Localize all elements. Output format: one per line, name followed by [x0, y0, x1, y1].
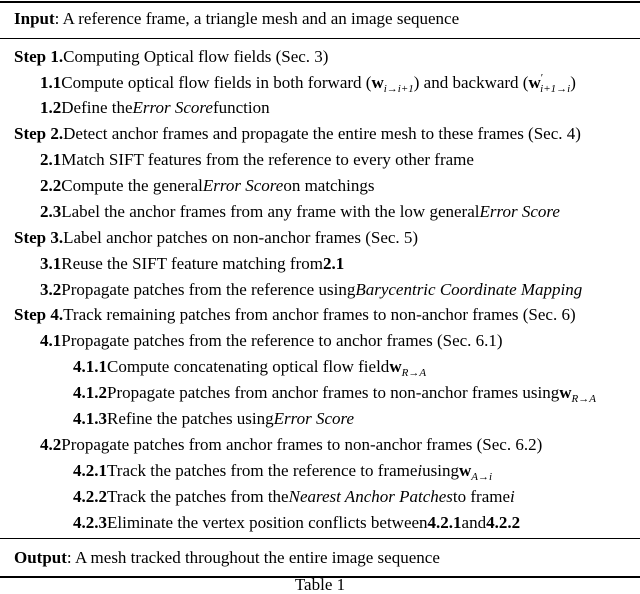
step-3-1-text: Reuse the SIFT feature matching from	[61, 254, 323, 273]
step-4-2-3	[0, 512, 640, 534]
step-2	[0, 123, 640, 145]
step-4-2-2-mid: to frame	[452, 487, 511, 506]
step-2-2	[0, 175, 640, 197]
step-2-1	[0, 149, 640, 171]
step-4	[0, 304, 640, 326]
backward-flow-symbol: $w'_{i+1\to i}$	[528, 72, 571, 95]
step-4-2-1-mid: using	[422, 461, 459, 480]
step-2-1-text: Match SIFT features from the reference to every other frame	[61, 150, 474, 169]
step-4-1-3-text: Refine the patches using	[107, 409, 274, 428]
step-4-1-2-num: 4.1.2	[73, 383, 107, 402]
output-text: : A mesh tracked throughout the entire image sequence	[66, 548, 440, 567]
step-1-1-num: 1.1	[40, 73, 62, 92]
step-2-text: Detect anchor frames and propagate the entire mesh to these frames (Sec. 4)	[63, 124, 581, 143]
step-3-1-num: 3.1	[40, 254, 62, 273]
step-4-1	[0, 330, 640, 352]
step-4-1-3-em: Error Score	[273, 409, 355, 428]
step-1-2-text: Define the	[61, 98, 133, 117]
output-line	[0, 547, 640, 569]
step-4-2-2-em: Nearest Anchor Patches	[288, 487, 453, 506]
step-1-text: Computing Optical flow fields (Sec. 3)	[63, 47, 329, 66]
step-4-2-1	[0, 460, 640, 482]
step-3-2	[0, 279, 640, 301]
step-4-2-num: 4.2	[40, 435, 62, 454]
output-label: Output	[14, 548, 67, 567]
step-3-1-ref: 2.1	[322, 254, 345, 273]
input-text: : A reference frame, a triangle mesh and an image sequence	[54, 9, 460, 28]
step-4-2-3-text: Eliminate the vertex position conflicts between	[107, 513, 428, 532]
top-rule	[0, 1, 640, 3]
step-3-2-em: Barycentric Coordinate Mapping	[355, 280, 583, 299]
input-line	[0, 8, 640, 30]
step-4-1-2-text: Propagate patches from anchor frames to non-anchor frames using	[107, 383, 560, 402]
step-4-text: Track remaining patches from anchor frames to non-anchor frames (Sec. 6)	[63, 305, 576, 324]
step-1-2-tail: function	[212, 98, 270, 117]
step-3	[0, 227, 640, 249]
step-1-label: Step 1.	[14, 47, 64, 66]
step-3-2-text: Propagate patches from the reference using	[61, 280, 356, 299]
step-4-2	[0, 434, 640, 456]
step-2-3	[0, 201, 640, 223]
step-2-2-text: Compute the general	[61, 176, 203, 195]
step-4-2-text: Propagate patches from anchor frames to non-anchor frames (Sec. 6.2)	[61, 435, 543, 454]
step-1-1-mid: ) and backward (	[413, 73, 529, 92]
step-4-2-3-ref1: 4.2.1	[427, 513, 462, 532]
flow-a-i-symbol: $w_{A\to i}$	[459, 461, 493, 483]
step-1-2-num: 1.2	[40, 98, 62, 117]
step-4-1-3	[0, 408, 640, 430]
step-4-1-3-num: 4.1.3	[73, 409, 107, 428]
step-4-1-text: Propagate patches from the reference to anchor frames (Sec. 6.1)	[61, 331, 503, 350]
header-rule	[0, 38, 640, 39]
step-1	[0, 46, 640, 68]
step-4-1-1	[0, 356, 640, 378]
step-1-1	[0, 72, 640, 94]
step-4-1-2	[0, 382, 640, 404]
step-4-2-3-num: 4.2.3	[73, 513, 107, 532]
step-2-2-em: Error Score	[202, 176, 284, 195]
step-2-1-num: 2.1	[40, 150, 62, 169]
step-2-3-num: 2.3	[40, 202, 62, 221]
step-4-2-2	[0, 486, 640, 508]
step-4-label: Step 4.	[14, 305, 64, 324]
step-4-1-1-text: Compute concatenating optical flow field	[107, 357, 390, 376]
step-4-2-1-text: Track the patches from the reference to frame	[107, 461, 418, 480]
input-label: Input	[14, 9, 55, 28]
flow-r-a-symbol-2: $w_{R\to A}$	[559, 383, 596, 405]
step-3-2-num: 3.2	[40, 280, 62, 299]
step-2-2-num: 2.2	[40, 176, 62, 195]
frame-var-i: i	[417, 461, 423, 480]
step-2-label: Step 2.	[14, 124, 64, 143]
step-2-3-em: Error Score	[479, 202, 560, 221]
footer-rule	[0, 538, 640, 539]
step-4-2-1-num: 4.2.1	[73, 461, 107, 480]
step-4-2-2-text: Track the patches from the	[107, 487, 289, 506]
step-1-1-end: )	[570, 73, 576, 92]
step-1-2	[0, 97, 640, 119]
step-1-2-em: Error Score	[132, 98, 213, 117]
step-2-3-text: Label the anchor frames from any frame with the low general	[61, 202, 480, 221]
table-caption: Table 1	[294, 575, 346, 594]
step-2-2-tail: on matchings	[283, 176, 375, 195]
step-3-label: Step 3.	[14, 228, 64, 247]
flow-r-a-symbol: $w_{R\to A}$	[389, 357, 427, 379]
step-1-1-text: Compute optical flow fields in both forward (	[61, 73, 372, 92]
step-3-1	[0, 253, 640, 275]
step-4-1-num: 4.1	[40, 331, 62, 350]
forward-flow-symbol: $w_{i\to i+1}$	[371, 73, 414, 95]
step-4-2-2-num: 4.2.2	[73, 487, 107, 506]
step-3-text: Label anchor patches on non-anchor frames (Sec. 5)	[63, 228, 419, 247]
step-4-1-1-num: 4.1.1	[73, 357, 107, 376]
step-4-2-3-ref2: 4.2.2	[486, 513, 521, 532]
frame-var-i-2: i	[510, 487, 515, 506]
step-4-2-3-and: and	[461, 513, 487, 532]
